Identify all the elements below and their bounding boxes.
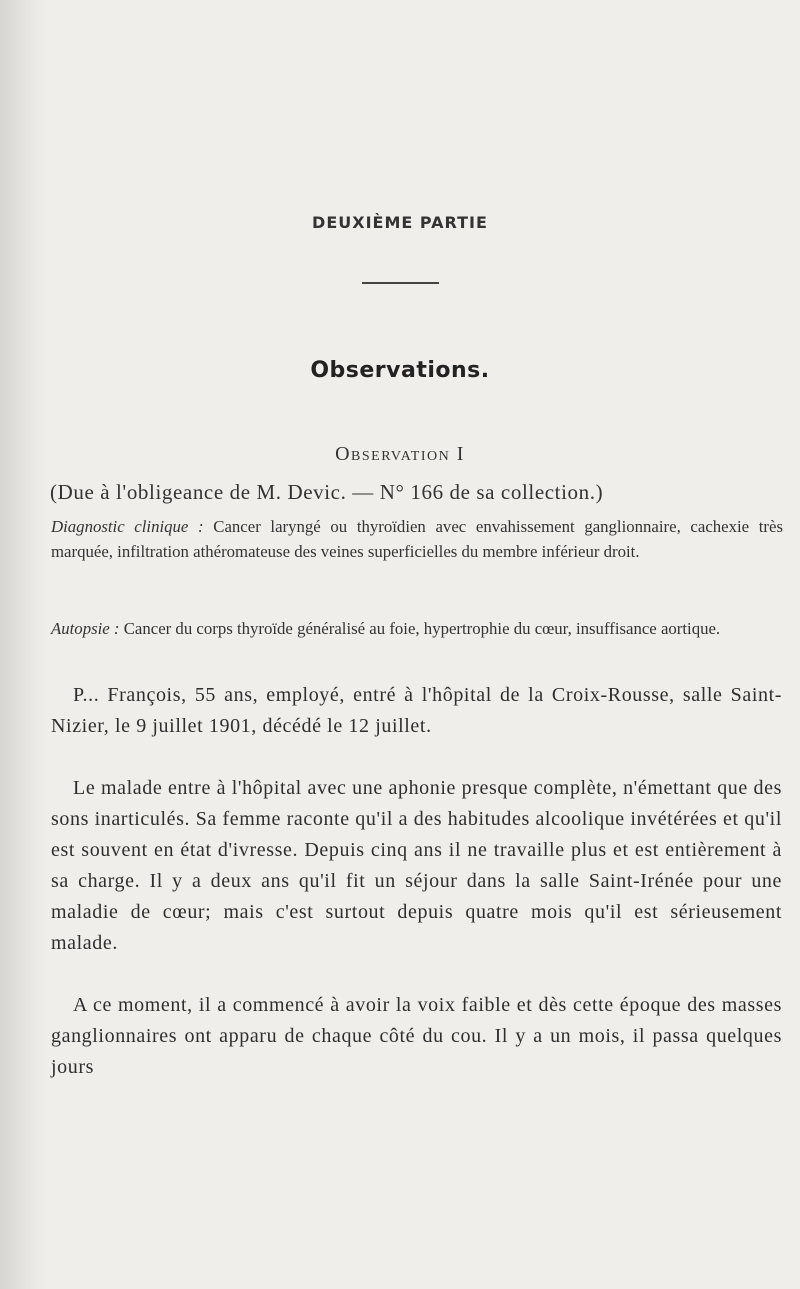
autopsy-summary xyxy=(51,616,783,641)
observation-heading: Observation I xyxy=(335,443,465,465)
diagnostic-summary xyxy=(51,514,783,564)
autopsy-text: Cancer du corps thyroïde généralisé au foie, hypertrophie du cœur, insuffisance aortique. xyxy=(123,619,721,638)
page-binding-shadow xyxy=(0,0,46,1289)
body-paragraph: P... François, 55 ans, employé, entré à l'hôpital de la Croix-Rousse, salle Saint-Nizier, le 9 juillet 1901, décédé le 12 juillet. xyxy=(51,684,782,737)
part-heading: DEUXIÈME PARTIE xyxy=(312,213,488,232)
body-paragraph: Le malade entre à l'hôpital avec une aphonie presque complète, n'émettant que des sons inarticulés. Sa femme raconte qu'il a des habitudes alcoolique invétérées et qu'il est souvent en état d'ivresse. Depuis cinq ans il ne travaille plus et est entièrement à sa charge. Il y a deux ans qu'il fit un séjour dans la salle Saint-Irénée pour une maladie de cœur; mais c'est surtout depuis quatre mois qu'il est sérieusement malade. xyxy=(51,777,782,954)
heading-rule xyxy=(362,282,439,284)
diagnostic-text: Cancer laryngé ou thyroïdien avec envahissement ganglionnaire, cachexie très marquée, infiltration athéromateuse des veines superficielles du membre inférieur droit. xyxy=(51,517,783,561)
body-paragraph: A ce moment, il a commencé à avoir la voix faible et dès cette époque des masses ganglionnaires ont apparu de chaque côté du cou. Il y a un mois, il passa quelques jours xyxy=(51,994,782,1078)
section-title: Observations. xyxy=(310,358,490,383)
observation-source-note: (Due à l'obligeance de M. Devic. — N° 166 de sa collection.) xyxy=(50,480,604,504)
autopsy-label: Autopsie : xyxy=(51,619,120,638)
diagnostic-label: Diagnostic clinique : xyxy=(51,517,204,536)
